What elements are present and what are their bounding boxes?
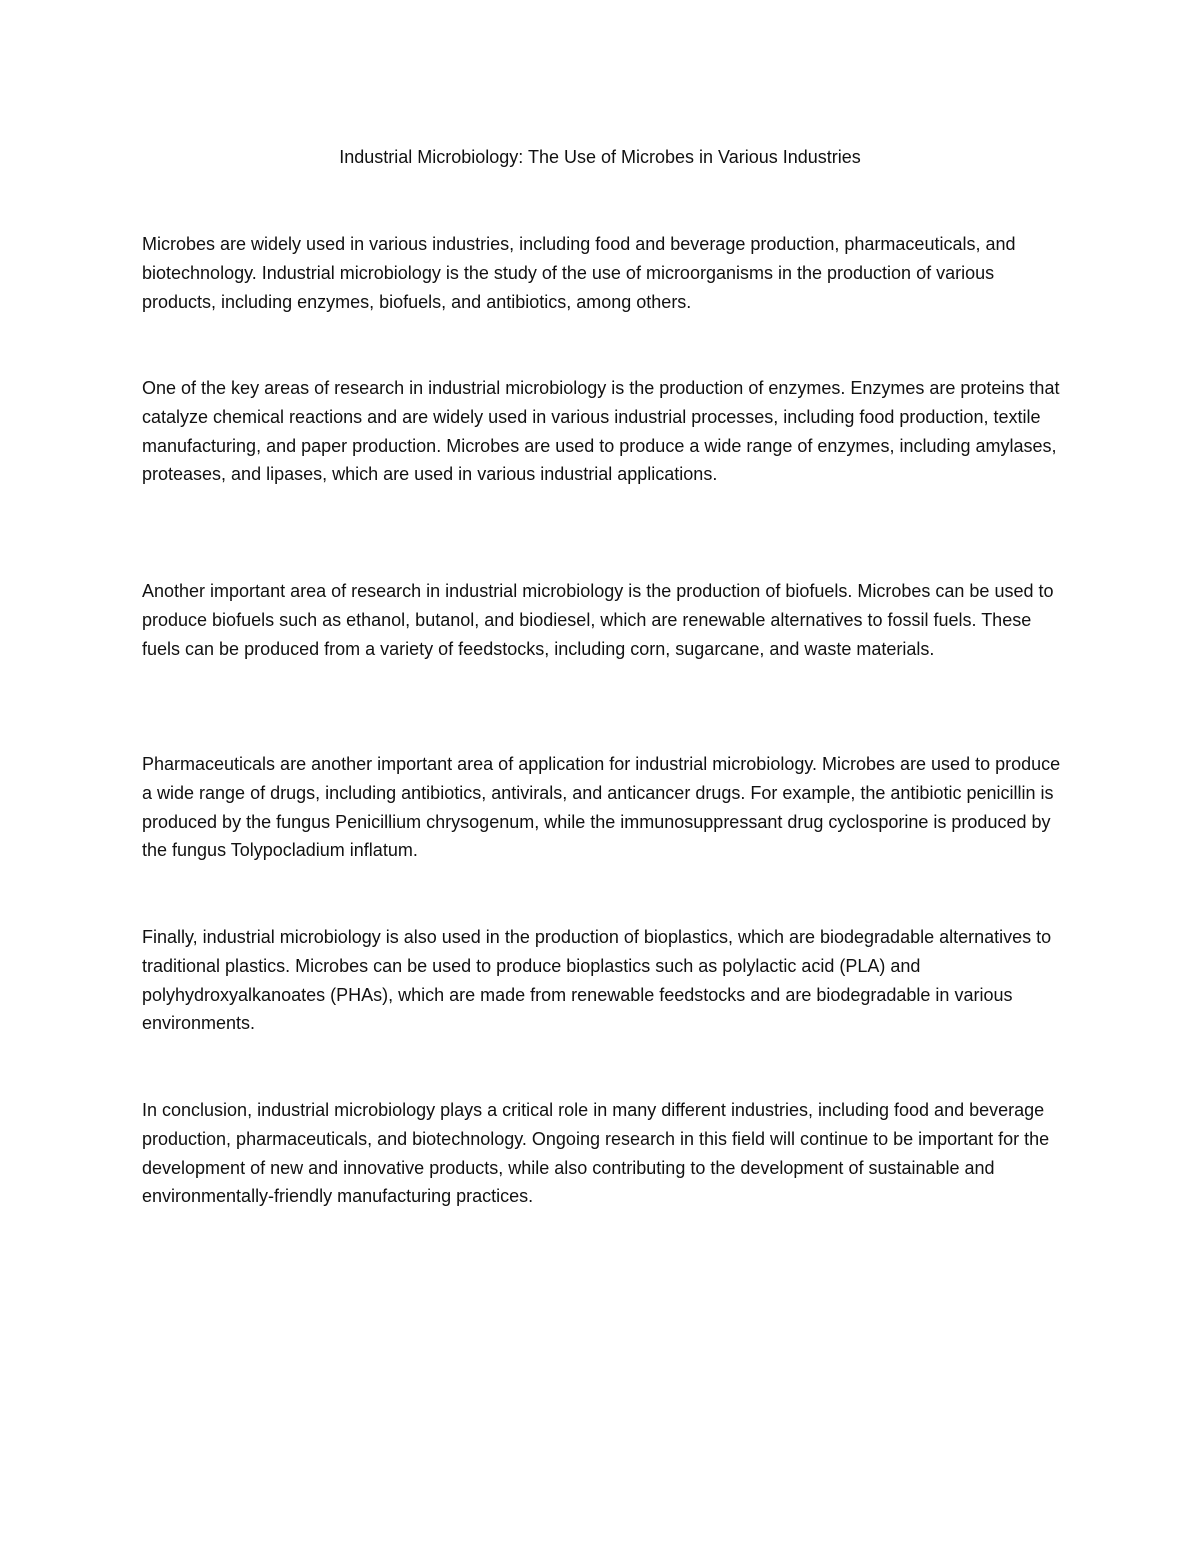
paragraph-pharmaceuticals: Pharmaceuticals are another important area of application for industrial microbiology. Microbes are used to produce a wide range of drugs, including antibiotics, antivirals, and anticancer drugs. For example, the antibiotic penicillin is produced by the fungus Penicillium chrysogenum, while the immunosuppressant drug cyclosporine is produced by the fungus Tolypocladium inflatum.: [142, 754, 1061, 861]
document-title: Industrial Microbiology: The Use of Microbes in Various Industries: [339, 147, 861, 167]
paragraph-enzymes: One of the key areas of research in industrial microbiology is the production of enzymes. Enzymes are proteins that catalyze chemical reactions and are widely used in various industrial processes, including food production, textile manufacturing, and paper production. Microbes are used to produce a wide range of enzymes, including amylases, proteases, and lipases, which are used in various industrial applications.: [142, 378, 1060, 485]
paragraph-biofuels: Another important area of research in industrial microbiology is the production of biofuels. Microbes can be used to produce biofuels such as ethanol, butanol, and biodiesel, which are renewable alternatives to fossil fuels. These fuels can be produced from a variety of feedstocks, including corn, sugarcane, and waste materials.: [142, 581, 1054, 659]
paragraph-introduction: Microbes are widely used in various industries, including food and beverage production, pharmaceuticals, and biotechnology. Industrial microbiology is the study of the use of microorganisms in the production of various products, including enzymes, biofuels, and antibiotics, among others.: [142, 234, 1016, 312]
paragraph-conclusion: In conclusion, industrial microbiology plays a critical role in many different industries, including food and beverage production, pharmaceuticals, and biotechnology. Ongoing research in this field will continue to be important for the development of new and innovative products, while also contributing to the development of sustainable and environmentally-friendly manufacturing practices.: [142, 1100, 1050, 1207]
paragraph-bioplastics: Finally, industrial microbiology is also used in the production of bioplastics, which are biodegradable alternatives to traditional plastics. Microbes can be used to produce bioplastics such as polylactic acid (PLA) and polyhydroxyalkanoates (PHAs), which are made from renewable feedstocks and are biodegradable in various environments.: [142, 927, 1052, 1034]
